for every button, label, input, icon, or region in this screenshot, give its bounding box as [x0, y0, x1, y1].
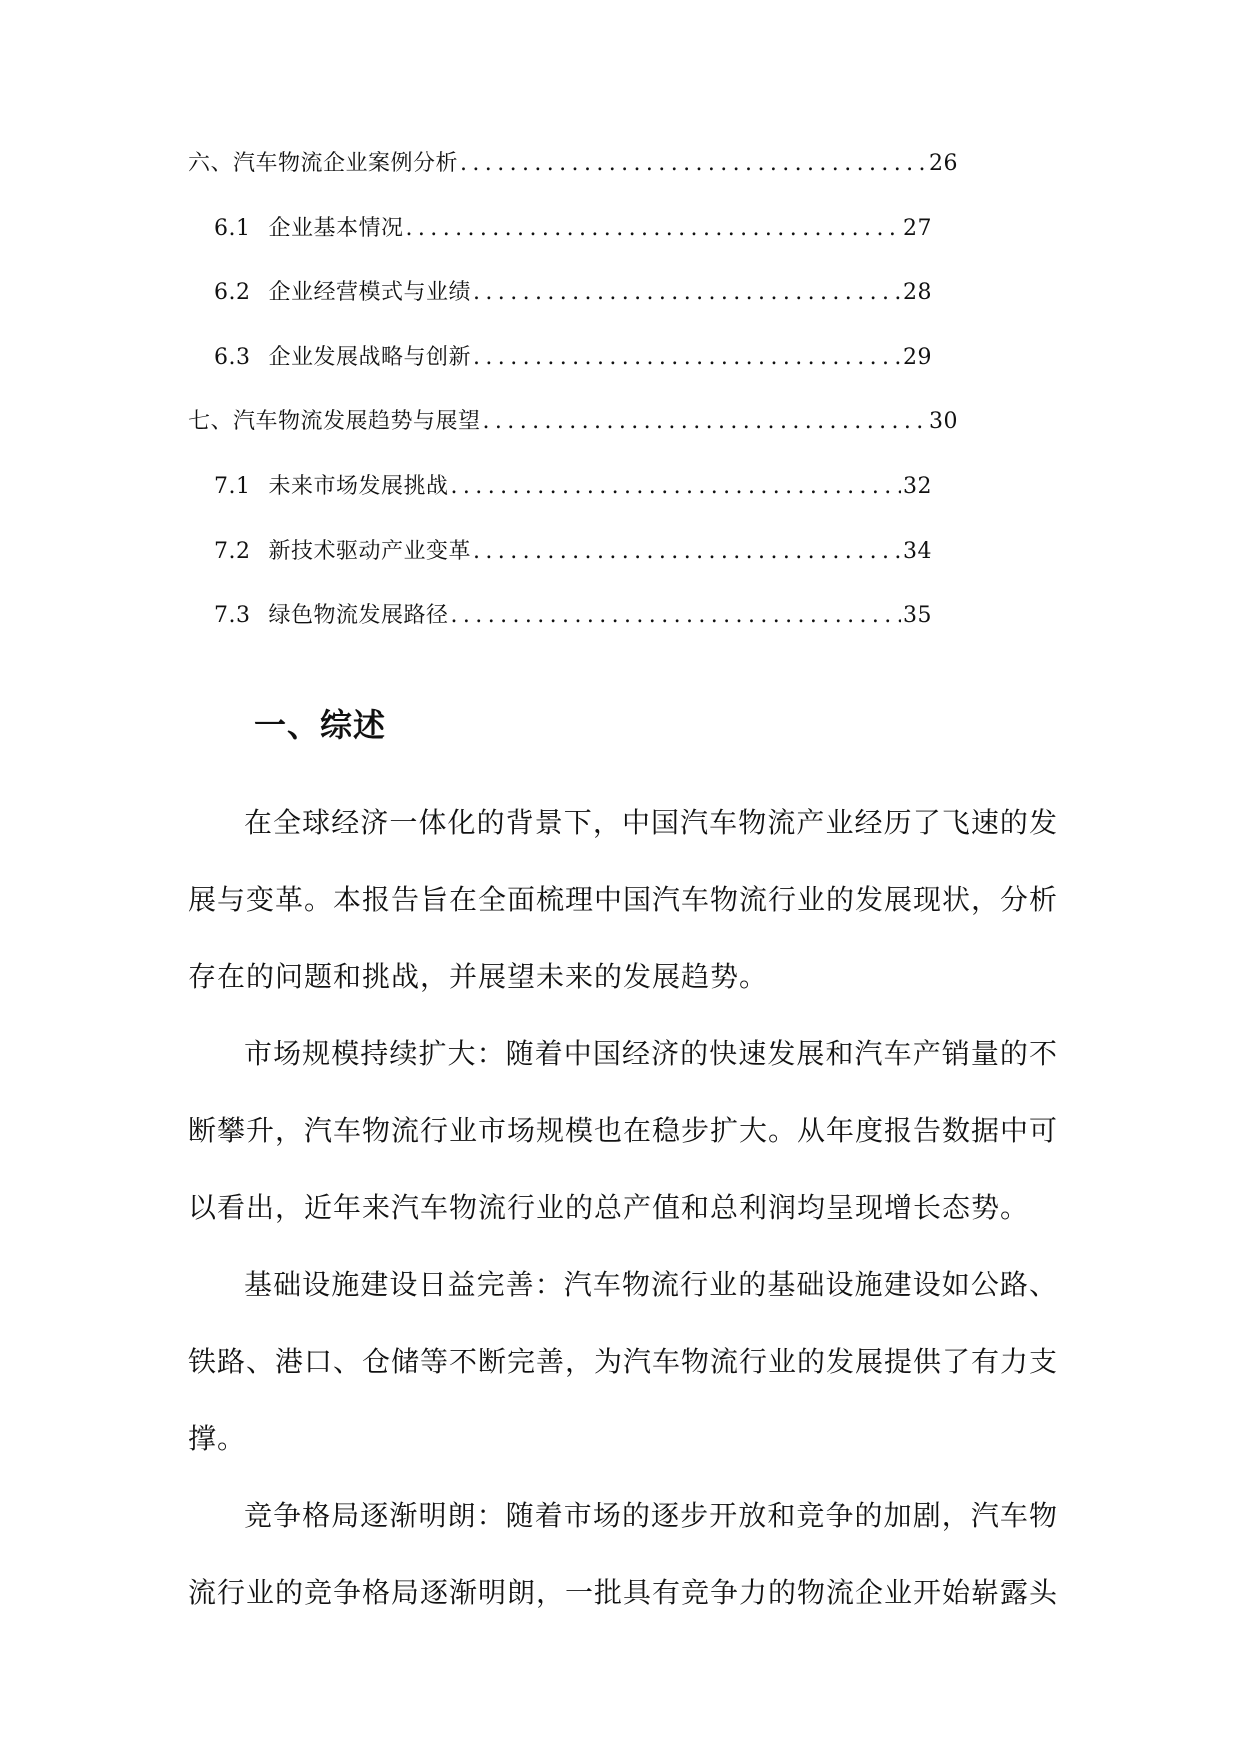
toc-entry-page: 30 — [929, 409, 958, 435]
toc-entry[interactable] — [188, 146, 958, 211]
table-of-contents — [188, 146, 958, 663]
toc-leader-dots — [451, 603, 901, 628]
toc-entry-number: 6.1 — [214, 215, 251, 241]
toc-leader-dots — [406, 216, 901, 241]
toc-entry-title: 企业基本情况 — [268, 215, 404, 241]
toc-entry-title: 企业发展战略与创新 — [268, 344, 472, 370]
toc-entry-number: 7.1 — [214, 473, 251, 499]
toc-entry-number: 7.2 — [214, 538, 251, 564]
section-body — [188, 784, 1058, 1631]
toc-entry-page: 32 — [903, 473, 932, 499]
toc-leader-dots — [483, 409, 927, 434]
toc-entry-page: 26 — [929, 151, 958, 176]
toc-entry-title: 绿色物流发展路径 — [268, 603, 449, 629]
toc-leader-dots — [451, 474, 901, 499]
body-paragraph: 市场规模持续扩大：随着中国经济的快速发展和汽车产销量的不断攀升，汽车物流行业市场规模也在稳步扩大。从年度报告数据中可以看出，近年来汽车物流行业的总产值和总利润均呈现增长态势。 — [188, 1037, 1059, 1224]
toc-entry[interactable] — [188, 598, 932, 663]
toc-entry[interactable] — [188, 275, 932, 340]
toc-entry-title: 新技术驱动产业变革 — [268, 538, 472, 564]
toc-leader-dots — [473, 280, 901, 305]
toc-leader-dots — [473, 539, 901, 564]
toc-entry-title: 七、汽车物流发展趋势与展望 — [188, 409, 481, 435]
toc-entry-title: 企业经营模式与业绩 — [268, 280, 472, 306]
toc-entry-number: 7.3 — [214, 603, 251, 629]
toc-entry[interactable] — [188, 469, 932, 534]
toc-entry-number: 6.2 — [214, 280, 251, 306]
toc-entry[interactable] — [188, 534, 932, 599]
body-paragraph: 在全球经济一体化的背景下，中国汽车物流产业经历了飞速的发展与变革。本报告旨在全面梳理中国汽车物流行业的发展现状，分析存在的问题和挑战，并展望未来的发展趋势。 — [188, 806, 1059, 993]
toc-entry[interactable] — [188, 340, 932, 405]
toc-entry-page: 28 — [903, 280, 932, 306]
toc-entry-page: 27 — [903, 215, 932, 241]
body-paragraph: 竞争格局逐渐明朗：随着市场的逐步开放和竞争的加剧，汽车物流行业的竞争格局逐渐明朗，一批具有竞争力的物流企业开始崭露头 — [188, 1499, 1059, 1609]
toc-entry[interactable] — [188, 404, 958, 469]
toc-leader-dots — [473, 345, 901, 370]
toc-entry-number: 6.3 — [214, 344, 251, 370]
section-heading: 一、综述 — [254, 706, 387, 744]
toc-entry-page: 35 — [903, 603, 932, 629]
toc-entry-page: 34 — [903, 538, 932, 564]
toc-entry[interactable] — [188, 211, 932, 276]
toc-leader-dots — [460, 151, 927, 176]
toc-entry-title: 六、汽车物流企业案例分析 — [188, 151, 459, 176]
toc-entry-title: 未来市场发展挑战 — [268, 473, 449, 499]
toc-entry-page: 29 — [903, 344, 932, 370]
body-paragraph: 基础设施建设日益完善：汽车物流行业的基础设施建设如公路、铁路、港口、仓储等不断完善，为汽车物流行业的发展提供了有力支撑。 — [188, 1268, 1059, 1455]
